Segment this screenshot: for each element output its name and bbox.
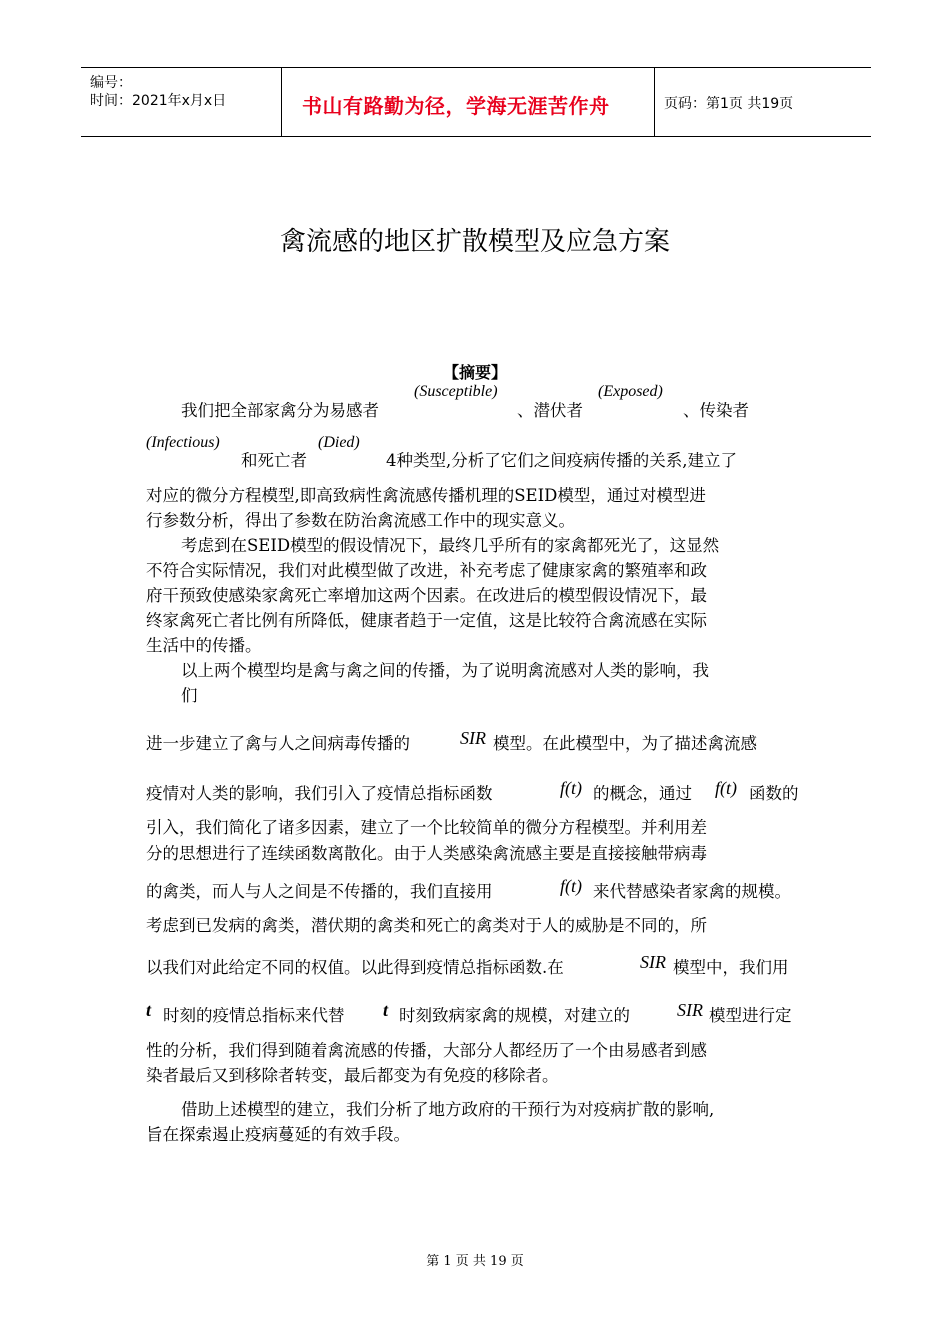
p1-line1-a: 我们把全部家禽分为易感者 [181, 401, 379, 420]
math-susceptible: (Susceptible) [414, 383, 498, 400]
math-died: (Died) [318, 434, 360, 451]
p2-line4: 终家禽死亡者比例有所降低，健康者趋于一定值，这是比较符合禽流感在实际 [146, 611, 707, 630]
p3-line10-c: 模型进行定 [709, 1006, 792, 1025]
header-meta-cell [81, 68, 282, 136]
p2-line3: 府干预致使感染家禽死亡率增加这两个因素。在改进后的模型假设情况下，最 [146, 586, 707, 605]
p3-line4-b: 的概念，通过 [593, 784, 692, 803]
math-t-1: t [146, 1000, 152, 1020]
p1-line2-b: 4种类型,分析了它们之间疫病传播的关系,建立了 [386, 451, 737, 470]
p2-line1: 考虑到在SEID模型的假设情况下，最终几乎所有的家禽都死光了，这显然 [181, 536, 720, 555]
p3-line4-a: 疫情对人类的影响，我们引入了疫情总指标函数 [146, 784, 493, 803]
math-sir-2: SIR [640, 952, 666, 972]
p2-line5: 生活中的传播。 [146, 636, 262, 655]
page-info: 页码：第1页 共19页 [664, 96, 794, 112]
p1-line1-c: 、传染者 [683, 401, 749, 420]
math-sir-3: SIR [677, 1000, 703, 1020]
p3-line12: 染者最后又到移除者转变，最后都变为有免疫的移除者。 [146, 1066, 559, 1085]
p3-line3-a: 进一步建立了禽与人之间病毒传播的 [146, 734, 410, 753]
document-title: 禽流感的地区扩散模型及应急方案 [279, 227, 670, 257]
p1-line4: 行参数分析，得出了参数在防治禽流感工作中的现实意义。 [146, 511, 575, 530]
p3-line7-a: 的禽类，而人与人之间是不传播的，我们直接用 [146, 882, 493, 901]
document-header [81, 67, 871, 137]
header-page-cell [655, 68, 871, 136]
p3-line10-b: 时刻致病家禽的规模，对建立的 [399, 1006, 630, 1025]
p2-line2: 不符合实际情况，我们对此模型做了改进，补充考虑了健康家禽的繁殖率和政 [146, 561, 707, 580]
p3-line11: 性的分析，我们得到随着禽流感的传播，大部分人都经历了一个由易感者到感 [146, 1041, 707, 1060]
page-footer: 第 1 页 共 19 页 [426, 1254, 524, 1269]
math-t-2: t [383, 1000, 389, 1020]
header-motto-cell [282, 68, 655, 136]
p3-line2: 们 [181, 686, 198, 705]
p3-line5: 引入，我们简化了诸多因素，建立了一个比较简单的微分方程模型。并利用差 [146, 818, 707, 837]
p3-line4-c: 函数的 [749, 784, 799, 803]
p3-line7-b: 来代替感染者家禽的规模。 [593, 882, 791, 901]
math-sir-1: SIR [460, 728, 486, 748]
p3-line9-a: 以我们对此给定不同的权值。以此得到疫情总指标函数.在 [146, 958, 564, 977]
p3-line1: 以上两个模型均是禽与禽之间的传播，为了说明禽流感对人类的影响，我 [181, 661, 709, 680]
math-ft-3: f(t) [560, 876, 582, 896]
time-label: 时间：2021年x月x日 [90, 93, 227, 109]
p1-line3: 对应的微分方程模型,即高致病性禽流感传播机理的SEID模型，通过对模型进 [146, 486, 706, 505]
p1-line2-a: 和死亡者 [241, 451, 307, 470]
p3-line10-a: 时刻的疫情总指标来代替 [163, 1006, 345, 1025]
abstract-heading: 【摘要】 [442, 363, 507, 382]
p4-line1: 借助上述模型的建立，我们分析了地方政府的干预行为对疫病扩散的影响, [181, 1100, 715, 1119]
math-exposed: (Exposed) [598, 383, 663, 400]
p3-line8: 考虑到已发病的禽类，潜伏期的禽类和死亡的禽类对于人的威胁是不同的，所 [146, 916, 707, 935]
math-ft-1: f(t) [560, 778, 582, 798]
p3-line3-b: 模型。在此模型中，为了描述禽流感 [493, 734, 757, 753]
math-infectious: (Infectious) [146, 434, 220, 451]
motto: 书山有路勤为径，学海无涯苦作舟 [302, 94, 610, 118]
number-label: 编号： [90, 75, 132, 91]
p1-line1-b: 、潜伏者 [517, 401, 583, 420]
p4-line2: 旨在探索遏止疫病蔓延的有效手段。 [146, 1125, 410, 1144]
p3-line6: 分的思想进行了连续函数离散化。由于人类感染禽流感主要是直接接触带病毒 [146, 844, 707, 863]
math-ft-2: f(t) [715, 778, 737, 798]
p3-line9-b: 模型中，我们用 [673, 958, 789, 977]
